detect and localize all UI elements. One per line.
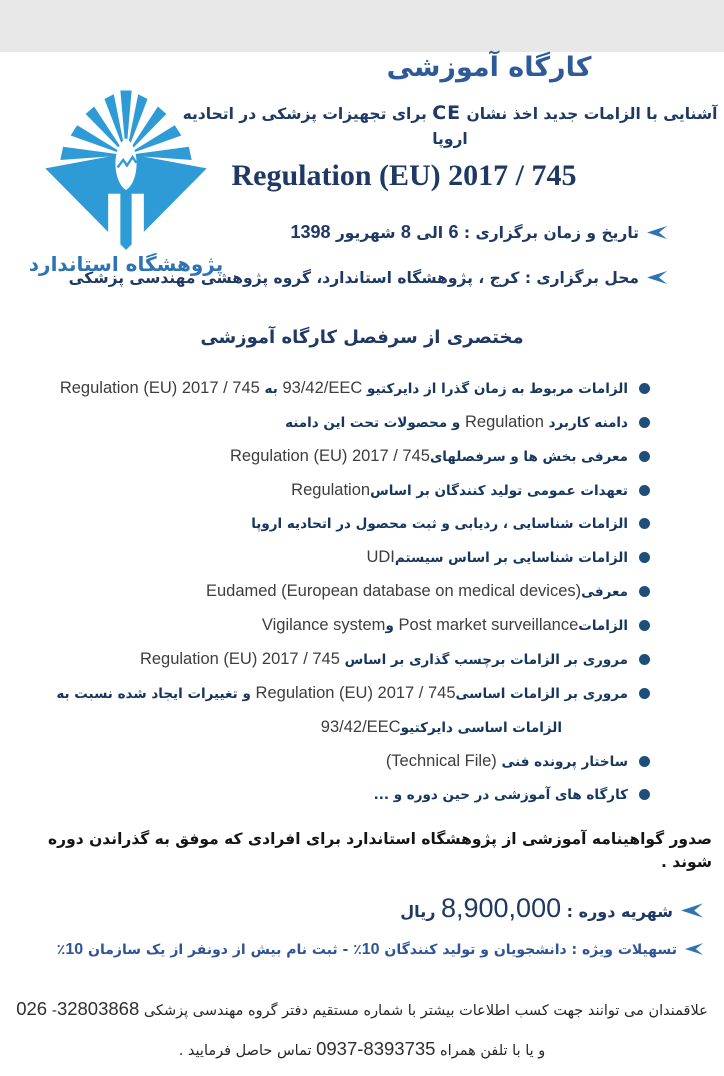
bullet-icon: [639, 417, 650, 428]
topic-item: الزامات اساسی دایرکتیو93/42/EEC: [320, 717, 562, 736]
arrow-icon: [684, 942, 704, 956]
footer-line-2: و یا با تلفن همراه 0937-8393735 تماس حاصل فرمایید .: [178, 1038, 546, 1060]
workshop-subtitle: آشنایی با الزامات جدید اخذ نشان CE برای تجهیزات پزشکی در اتحادیه اروپا: [182, 102, 718, 148]
bullet-icon: [639, 586, 650, 597]
footer-line-1: علاقمندان می توانند جهت کسب اطلاعات بیشتر با شماره مستقیم دفتر گروه مهندسی پزشکی 32803868- 026: [16, 998, 708, 1020]
topic-item: تعهدات عمومی تولید کنندگان بر اساسRegulation: [24, 478, 650, 504]
standard-institute-logo-icon: [32, 68, 220, 250]
bullet-icon: [639, 756, 650, 767]
logo-caption: پژوهشگاه استاندارد: [28, 252, 224, 276]
arrow-icon: [646, 225, 668, 240]
topic-item: مروری بر الزامات اساسیRegulation (EU) 2017 / 745 و تغییرات ایجاد شده نسبت به: [24, 681, 650, 707]
topic-item: الزاماتPost market surveillance وVigilance system: [24, 613, 650, 639]
arrow-icon: [680, 902, 704, 919]
logo: [16, 68, 236, 276]
topic-item: الزامات شناسایی ، ردیابی و ثبت محصول در اتحادیه اروپا: [24, 512, 650, 537]
bullet-icon: [639, 789, 650, 800]
workshop-title: کارگاه آموزشی: [386, 52, 592, 83]
date-text: تاریخ و زمان برگزاری : 6 الی 8 شهریور 1398: [290, 221, 639, 242]
bullet-icon: [639, 383, 650, 394]
topic-item: الزامات مربوط به زمان گذرا از دایرکتیو 93/42/EEC به Regulation (EU) 2017 / 745: [24, 376, 650, 402]
topic-item: مروری بر الزامات برچسب گذاری بر اساس Regulation (EU) 2017 / 745: [24, 647, 650, 673]
bullet-icon: [639, 620, 650, 631]
bullet-icon: [639, 451, 650, 462]
arrow-icon: [646, 270, 668, 285]
topic-item: کارگاه های آموزشی در حین دوره و ...: [24, 783, 650, 808]
discount-text: تسهیلات ویژه : دانشجویان و تولید کنندگان 10٪ - ثبت نام بیش از دونفر از یک سازمان 10٪: [56, 941, 677, 959]
bullet-icon: [639, 688, 650, 699]
bullet-icon: [639, 518, 650, 529]
topics-list: [0, 376, 724, 808]
certificate-note: صدور گواهینامه آموزشی از پژوهشگاه استاندارد برای افرادی که موفق به گذراندن دوره شوند .: [48, 829, 712, 871]
footer: [0, 990, 724, 1070]
topic-item: ساختار پرونده فنی (Technical File): [24, 749, 650, 775]
topics-title: مختصری از سرفصل کارگاه آموزشی: [200, 326, 524, 348]
topic-item: الزامات شناسایی بر اساس سیستمUDI: [24, 545, 650, 571]
bullet-icon: [639, 552, 650, 563]
tuition-line: [0, 890, 724, 930]
topic-item: معرفیEudamed (European database on medical devices): [24, 579, 650, 605]
flyer-page: [0, 52, 724, 1076]
location-text: محل برگزاری : کرج ، پژوهشگاه استاندارد، گروه پژوهشی مهندسی پزشکی: [68, 268, 639, 287]
discount-line: [0, 938, 724, 962]
bullet-icon: [639, 485, 650, 496]
topic-item: دامنه کاربرد Regulation و محصولات تحت این دامنه: [24, 410, 650, 436]
topic-item: معرفی بخش ها و سرفصلهایRegulation (EU) 2017 / 745: [24, 444, 650, 470]
bullet-icon: [639, 654, 650, 665]
tuition-text: شهریه دوره : 8,900,000 ریال: [400, 893, 673, 924]
regulation-title: Regulation (EU) 2017 / 745: [231, 158, 577, 192]
